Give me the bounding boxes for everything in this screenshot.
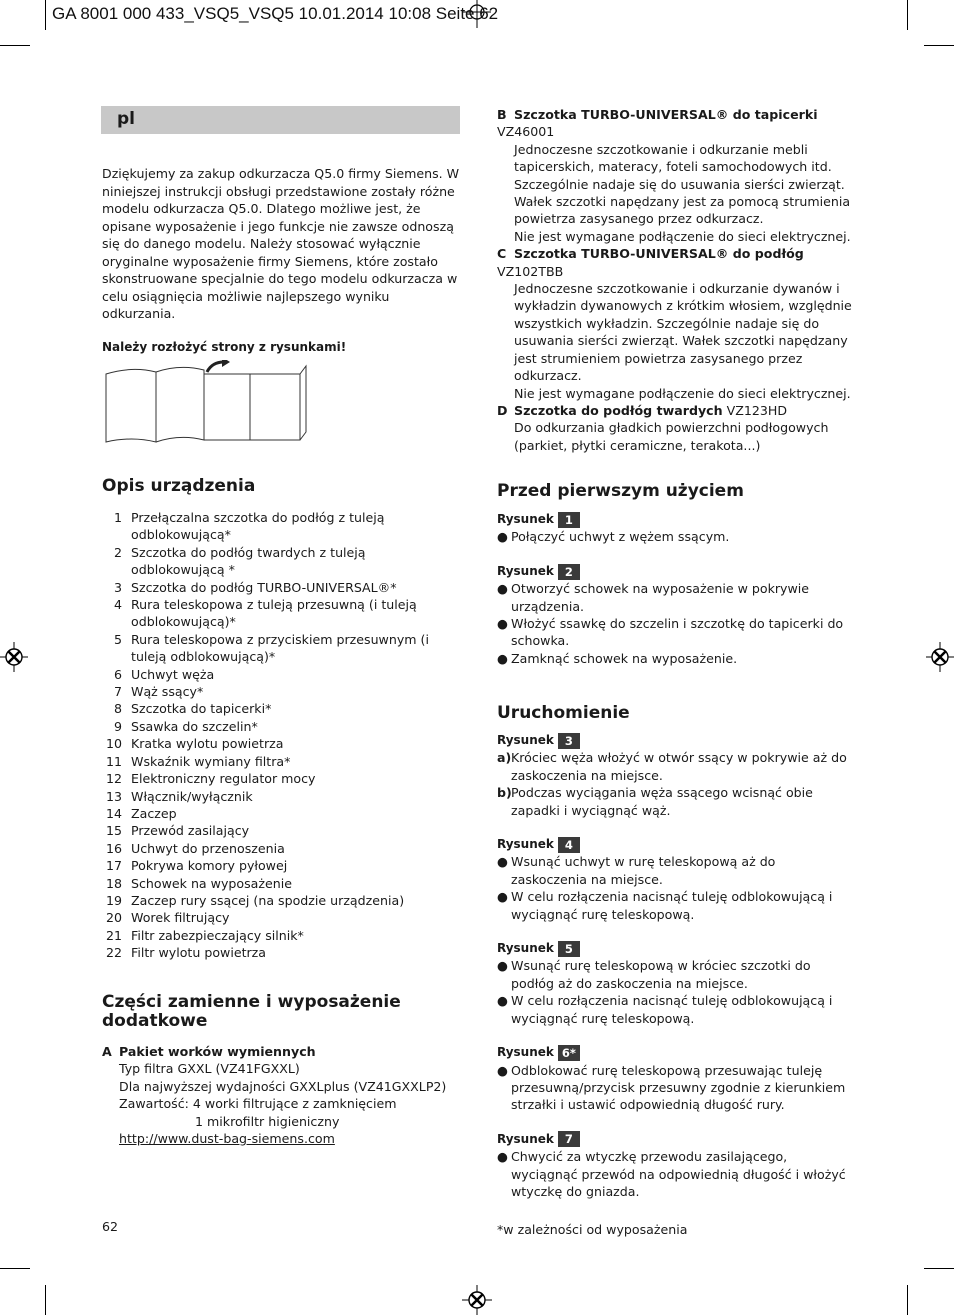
item-label: Worek filtrujący <box>131 910 230 926</box>
item-label: Uchwyt węża <box>131 666 215 682</box>
step-key: a) <box>497 750 512 766</box>
item-label: Kratka wylotu powietrza <box>131 736 284 752</box>
figure-block <box>497 836 853 923</box>
bullet-text: W celu rozłączenia nacisnąć tuleję odblokowującą i wyciągnąć rurę teleskopową. <box>511 889 833 922</box>
figure-header <box>497 940 853 957</box>
crop-mark <box>0 1268 30 1269</box>
item-label: Uchwyt do przenoszenia <box>131 840 285 856</box>
figure-number-badge: 6* <box>558 1045 580 1061</box>
item-code: VZ123HD <box>726 402 788 418</box>
crop-mark <box>0 45 30 46</box>
item-number: 10 <box>105 736 122 752</box>
item-letter: A <box>102 1044 112 1059</box>
figure-number-badge: 5 <box>558 941 580 957</box>
item-description: Jednoczesne szczotkowanie i odkurzanie mebli tapicerskich, materacy, foteli samochodowych itd. Szczególnie nadaje się do usuwania sierści zwierząt. Wałek szczotki napędzany jest za pomocą strumienia powietrza zasysanego przez odkurzacz. <box>514 141 851 227</box>
bullet-item <box>497 528 853 545</box>
bullet-icon: ● <box>497 1062 508 1078</box>
item-label: Pokrywa komory pyłowej <box>131 858 288 874</box>
bullet-item <box>497 957 853 992</box>
list-item <box>102 700 462 717</box>
item-label: Przełączalna szczotka do podłóg z tuleją odblokowującą* <box>131 510 385 543</box>
item-label: Szczotka do podłóg TURBO-UNIVERSAL®* <box>131 579 397 595</box>
item-number: 17 <box>105 858 122 874</box>
language-code: pl <box>117 109 135 129</box>
item-label: Wąż ssący* <box>131 684 204 700</box>
list-item <box>102 509 462 544</box>
item-number: 15 <box>105 823 122 839</box>
list-item <box>102 822 462 839</box>
item-label: Zaczep rury ssącej (na spodzie urządzenia) <box>131 892 405 908</box>
bullet-item <box>497 888 853 923</box>
list-item <box>102 805 462 822</box>
item-number: 19 <box>105 892 122 908</box>
step-key: b) <box>497 785 512 801</box>
footnote: *w zależności od wyposażenia <box>497 1222 688 1237</box>
list-item <box>102 944 462 961</box>
list-item <box>102 770 462 787</box>
item-number: 7 <box>113 684 122 700</box>
item-number: 12 <box>105 771 122 787</box>
bullet-item <box>497 580 853 615</box>
item-label: Filtr zabezpieczający silnik* <box>131 927 304 943</box>
uruchomienie-content <box>497 732 853 1217</box>
figure-block <box>497 732 853 819</box>
figure-block <box>497 563 853 667</box>
item-line: Dla najwyższej wydajności GXXLplus (VZ41GXXLP2) <box>119 1078 447 1094</box>
spare-parts <box>102 1043 462 1147</box>
figure-header <box>497 511 853 528</box>
item-code: VZ102TBB <box>497 263 564 279</box>
registration-mark-icon <box>460 1285 494 1315</box>
figure-number-badge: 2 <box>558 564 580 580</box>
item-description: Jednoczesne szczotkowanie i odkurzanie dywanów i wykładzin dywanowych z krótkim włosiem, względnie wszystkich wykładzin. Szczególnie nadaje się do usuwania sierści zwierząt. Wałek szczotki napędzany jest strumieniem powietrza zasysanego przez odkurzacz. <box>514 281 852 384</box>
item-label: Elektroniczny regulator mocy <box>131 771 316 787</box>
bullet-icon: ● <box>497 1149 508 1165</box>
figure-label: Rysunek <box>497 563 554 578</box>
bullet-item <box>497 1062 853 1114</box>
intro-paragraph: Dziękujemy za zakup odkurzacza Q5.0 firmy Siemens. W niniejszej instrukcji obsługi przedstawione zostały różne modelu odkurzacza Q5.0. Dlatego możliwe jest, że opisane wyposażenie i jego funkcje nie zawsze odnoszą się do danego modelu. Należy stosować wyłącznie oryginalne wyposażenie firmy Siemens, które zostało skonstruowane specjalnie do tego modelu odkurzacza w celu osiągnięcia możliwie najlepszego wyniku odkurzania. <box>102 166 460 321</box>
figure-block <box>497 1044 853 1114</box>
bullet-text: Chwycić za wtyczkę przewodu zasilającego, wyciągnąć przewód na odpowiednią długość i włożyć wtyczkę do gniazda. <box>511 1149 846 1199</box>
figure-header <box>497 732 853 749</box>
list-item <box>102 596 462 631</box>
item-label: Schowek na wyposażenie <box>131 875 292 891</box>
figure-number-badge: 7 <box>558 1131 580 1147</box>
item-number: 20 <box>105 910 122 926</box>
language-bar <box>101 106 460 134</box>
print-header: GA 8001 000 433_VSQ5_VSQ5 10.01.2014 10:08 Seite 62 <box>52 4 499 23</box>
bullet-item <box>497 992 853 1027</box>
item-title: Szczotka do podłóg twardych <box>514 402 723 418</box>
list-item <box>102 892 462 909</box>
item-label: Szczotka do tapicerki* <box>131 701 272 717</box>
item-label: Zaczep <box>131 805 177 821</box>
item-title: Pakiet worków wymiennych <box>119 1044 316 1059</box>
bullet-icon: ● <box>497 854 508 870</box>
figure-header <box>497 1131 853 1148</box>
crop-mark <box>45 1285 46 1315</box>
bullet-text: Otworzyć schowek na wyposażenie w pokrywie urządzenia. <box>511 581 810 614</box>
spare-part-a <box>102 1043 462 1060</box>
item-number: 14 <box>105 805 122 821</box>
parts-list <box>102 509 462 962</box>
step-item <box>497 784 853 819</box>
item-label: Włącznik/wyłącznik <box>131 788 253 804</box>
accessory-header <box>497 245 853 280</box>
crop-mark <box>907 0 908 30</box>
bullet-icon: ● <box>497 958 508 974</box>
bullet-icon: ● <box>497 616 508 632</box>
figure-block <box>497 940 853 1027</box>
list-item <box>102 788 462 805</box>
przed-content <box>497 511 853 684</box>
item-label: Ssawka do szczelin* <box>131 718 258 734</box>
bullet-item <box>497 1148 853 1200</box>
url-row <box>102 1130 462 1147</box>
figure-header <box>497 1044 853 1061</box>
list-item <box>102 666 462 683</box>
dust-bag-link[interactable]: http://www.dust-bag-siemens.com <box>119 1131 335 1147</box>
crop-mark <box>907 1285 908 1315</box>
figure-header <box>497 836 853 853</box>
item-note: Nie jest wymagane podłączenie do sieci elektrycznej. <box>514 228 851 244</box>
item-number: 1 <box>113 510 122 525</box>
item-label: Filtr wylotu powietrza <box>131 945 267 961</box>
list-item <box>102 718 462 735</box>
step-item <box>497 749 853 784</box>
item-line: Zawartość: 4 worki filtrujące z zamknięciem <box>119 1096 397 1112</box>
list-item <box>102 631 462 666</box>
bullet-item <box>497 650 853 667</box>
item-number: 5 <box>113 631 122 647</box>
list-item <box>102 875 462 892</box>
fold-out-note: Należy rozłożyć strony z rysunkami! <box>102 340 347 354</box>
figure-label: Rysunek <box>497 941 554 956</box>
figure-label: Rysunek <box>497 1045 554 1060</box>
list-item <box>102 683 462 700</box>
item-title: Szczotka TURBO-UNIVERSAL® do tapicerki <box>514 107 818 122</box>
section-title-uruchomienie: Uruchomienie <box>497 703 630 723</box>
crop-mark <box>45 0 46 30</box>
item-number: 22 <box>105 945 122 961</box>
item-number: 3 <box>113 579 122 595</box>
bullet-text: Połączyć uchwyt z wężem ssącym. <box>511 529 730 545</box>
list-item <box>102 909 462 926</box>
accessory-item <box>497 402 853 454</box>
registration-mark-icon <box>924 640 954 674</box>
figure-number-badge: 3 <box>558 733 580 749</box>
section-title-czesci: Części zamienne i wyposażenie dodatkowe <box>102 992 401 1031</box>
step-text: Króciec węża włożyć w otwór ssący w pokrywie aż do zaskoczenia na miejsce. <box>511 750 847 783</box>
item-label: Rura teleskopowa z tuleją przesuwną (i tuleją odblokowującą)* <box>131 597 417 630</box>
step-text: Podczas wyciągania węża ssącego wcisnąć obie zapadki i wyciągnąć wąż. <box>511 785 813 818</box>
figure-label: Rysunek <box>497 1131 554 1146</box>
item-line: Typ filtra GXXL (VZ41FGXXL) <box>119 1061 300 1077</box>
bullet-icon: ● <box>497 650 508 666</box>
accessories-list <box>497 106 853 454</box>
list-item <box>102 840 462 857</box>
item-label: Szczotka do podłóg twardych z tuleją odblokowującą * <box>131 544 366 578</box>
list-item <box>102 753 462 770</box>
item-letter: C <box>497 246 507 262</box>
figure-block <box>497 511 853 546</box>
bullet-item <box>497 853 853 888</box>
section-title-opis: Opis urządzenia <box>102 476 256 496</box>
item-label: Wskaźnik wymiany filtra* <box>131 753 291 769</box>
item-number: 11 <box>105 753 122 769</box>
list-item <box>102 544 462 579</box>
bullet-text: W celu rozłączenia nacisnąć tuleję odblokowującą i wyciągnąć rurę teleskopową. <box>511 993 833 1026</box>
bullet-icon: ● <box>497 993 508 1009</box>
list-item <box>102 857 462 874</box>
bullet-icon: ● <box>497 529 508 545</box>
bullet-text: Zamknąć schowek na wyposażenie. <box>511 650 738 666</box>
item-number: 9 <box>113 718 122 734</box>
figure-label: Rysunek <box>497 733 554 747</box>
item-number: 18 <box>105 875 122 891</box>
registration-mark-icon <box>0 640 30 674</box>
item-number: 21 <box>105 927 122 943</box>
item-label: Przewód zasilający <box>131 823 250 839</box>
bullet-text: Wsunąć rurę teleskopową w króciec szczotki do podłóg aż do zaskoczenia na miejsce. <box>511 958 811 991</box>
figure-block <box>497 1131 853 1201</box>
crop-mark <box>924 1268 954 1269</box>
page-number: 62 <box>102 1219 119 1234</box>
bullet-item <box>497 615 853 650</box>
accessory-item <box>497 106 853 245</box>
bullet-text: Wsunąć uchwyt w rurę teleskopową aż do zaskoczenia na miejsce. <box>511 854 776 887</box>
item-letter: D <box>497 402 508 418</box>
item-letter: B <box>497 107 507 122</box>
item-line: 1 mikrofiltr higieniczny <box>195 1113 340 1129</box>
item-number: 8 <box>113 701 122 717</box>
crop-mark <box>924 45 954 46</box>
item-number: 4 <box>113 597 122 613</box>
accessory-header <box>497 402 853 419</box>
list-item <box>102 927 462 944</box>
item-number: 13 <box>105 788 122 804</box>
accessory-header <box>497 106 853 141</box>
item-number: 16 <box>105 840 122 856</box>
bullet-icon: ● <box>497 889 508 905</box>
figure-label: Rysunek <box>497 512 554 526</box>
item-description: Do odkurzania gładkich powierzchni podłogowych (parkiet, płytki ceramiczne, terakota...) <box>514 420 829 453</box>
section-title-przed: Przed pierwszym użyciem <box>497 481 744 501</box>
bullet-icon: ● <box>497 581 508 597</box>
list-item <box>102 579 462 596</box>
accessory-item <box>497 245 853 402</box>
item-number: 6 <box>113 666 122 682</box>
figure-label: Rysunek <box>497 837 554 852</box>
list-item <box>102 735 462 752</box>
item-title: Szczotka TURBO-UNIVERSAL® do podłóg <box>514 246 804 262</box>
bullet-text: Odblokować rurę teleskopową przesuwając tuleję przesuwną/przycisk przesuwny zgodnie z kierunkiem strzałki i ustawić odpowiednią długość rury. <box>511 1062 846 1113</box>
item-note: Nie jest wymagane podłączenie do sieci elektrycznej. <box>514 385 851 401</box>
item-code: VZ46001 <box>497 124 555 140</box>
item-number: 2 <box>113 544 122 560</box>
fold-out-pages-icon <box>104 360 310 444</box>
bullet-text: Włożyć ssawkę do szczelin i szczotkę do tapicerki do schowka. <box>511 616 844 649</box>
item-label: Rura teleskopowa z przyciskiem przesuwnym (i tuleją odblokowującą)* <box>131 631 429 665</box>
figure-number-badge: 1 <box>558 512 580 528</box>
figure-header <box>497 563 853 580</box>
figure-number-badge: 4 <box>558 837 580 853</box>
